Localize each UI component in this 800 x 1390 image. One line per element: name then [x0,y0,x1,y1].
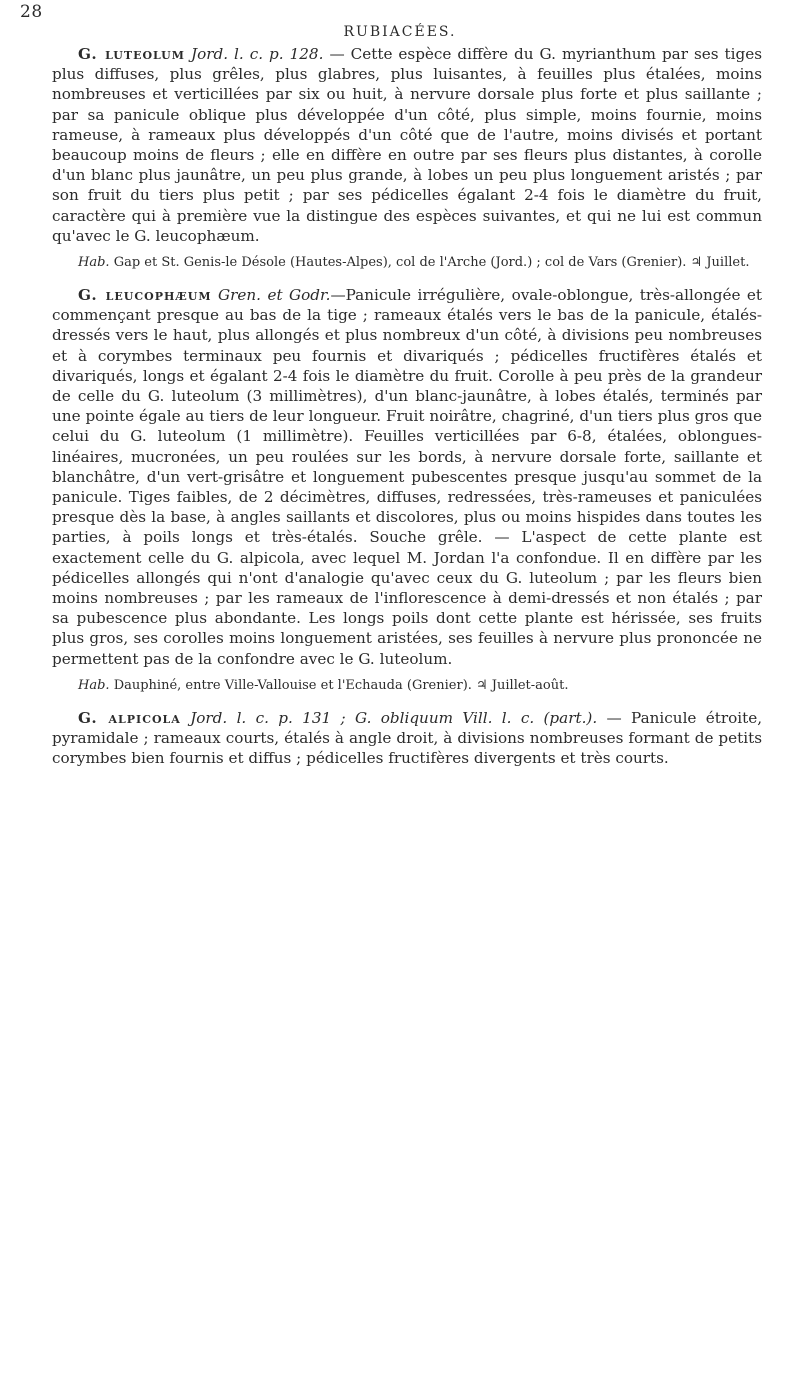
habitat-note [52,254,762,271]
page-number: 28 [20,2,43,22]
habitat-label: Hab. [78,255,110,271]
species-entry [52,708,762,769]
habitat-text: Dauphiné, entre Ville-Vallouise et l'Echauda (Grenier). ♃ Juillet-août. [113,677,569,693]
habitat-label: Hab. [78,677,110,693]
species-entry [52,285,762,669]
running-head: RUBIACÉES. [343,24,457,40]
habitat-note [52,677,762,694]
species-authority: Jord. l. c. p. 128. [190,45,324,63]
species-entry [52,44,762,246]
species-name: G. alpicola [78,708,181,727]
species-authority: Jord. l. c. p. 131 ; G. obliquum Vill. l. c. (part.). [190,708,598,727]
species-authority: Gren. et Godr. [218,286,331,305]
species-description: — Cette espèce diffère du G. myrianthum par ses tiges plus diffuses, plus grêles, plus glabres, plus luisantes, à feuilles plus étalées, moins nombreuses et verticillées par six ou huit, à nervure dorsale plus forte et plus saillante ; par sa panicule oblique plus développée d'un côté, plus simple, moins fournie, moins rameuse, à rameaux plus développés d'un côté que de l'autre, moins divisés et portant beaucoup moins de fleurs ; elle en diffère en outre par ses fleurs plus distantes, à corolle d'un blanc plus jaunâtre, un peu plus grande, à lobes un peu plus longuement aristés ; par son fruit du tiers plus petit ; par ses pédicelles égalant 2-4 fois le diamètre du fruit, caractère qui à première vue la distingue des espèces suivantes, et qui ne lui est commun qu'avec le G. leucophæum. [52,45,763,245]
page-body [52,44,762,777]
species-name: G. leucophæum [78,286,212,305]
species-description: —Panicule irrégulière, ovale-oblongue, très-allongée et commençant presque au bas de la tige ; rameaux étalés vers le bas de la panicule, étalés-dressés vers le haut, plus allongés et plus nombreux d'un côté, à divisions peu nombreuses et à corymbes terminaux peu fournis et divariqués ; pédicelles fructifères étalés et divariqués, longs et égalant 2-4 fois le diamètre du fruit. Corolle à peu près de la grandeur de celle du G. luteolum (3 millimètres), d'un blanc-jaunâtre, à lobes étalés, terminés par une pointe égale au tiers de leur longueur. Fruit noirâtre, chagriné, d'un tiers plus gros que celui du G. luteolum (1 millimètre). Feuilles verticillées par 6-8, étalées, oblongues-linéaires, mucronées, un peu roulées sur les bords, à nervure dorsale forte, saillante et blanchâtre, d'un vert-grisâtre et longuement pubescentes presque jusqu'au sommet de la panicule. Tiges faibles, de 2 décimètres, diffuses, redressées, très-rameuses et paniculées presque dès la base, à angles saillants et discolores, plus ou moins hispides dans toutes les parties, à poils longs et très-étalés. Souche grêle. — L'aspect de cette plante est exactement celle du G. alpicola, avec lequel M. Jordan l'a confondue. Il en diffère par les pédicelles allongés qui n'ont d'analogie qu'avec ceux du G. luteolum ; par les fleurs bien moins nombreuses ; par les rameaux de l'inflorescence à demi-dressés et non étalés ; par sa pubescence plus abondante. Les longs poils dont cette plante est hérissée, ses fruits plus gros, ses corolles moins longuement aristées, ses feuilles à nervure plus prononcée ne permettent pas de la confondre avec le G. luteolum. [52,286,762,668]
species-description: — Panicule étroite, pyramidale ; rameaux courts, étalés à angle droit, à divisions nombreuses formant de petits corymbes bien fournis et diffus ; pédicelles fructifères divergents et très courts. [52,708,763,768]
species-name: G. luteolum [78,45,185,63]
habitat-text: Gap et St. Genis-le Désole (Hautes-Alpes), col de l'Arche (Jord.) ; col de Vars (Grenier). ♃ Juillet. [113,255,750,271]
